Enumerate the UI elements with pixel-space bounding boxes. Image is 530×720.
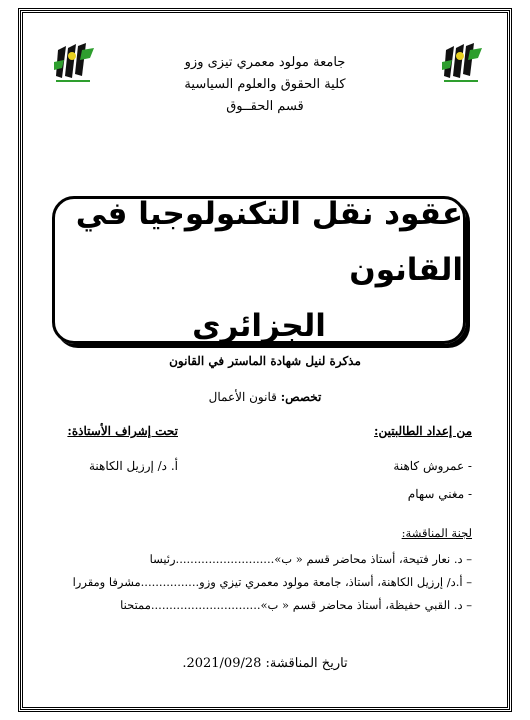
department-name: قسم الحقــوق [226,99,304,114]
specialty [0,390,530,404]
supervisor-section [38,424,178,480]
committee-member: – أ.د/ إرزيل الكاهنة، أستاذ، جامعة مولود معمري تيزي وزو................مشرفا ومقررا [72,575,472,589]
students-heading: من إعداد الطالبتين: [374,424,472,438]
defense-date: تاريخ المناقشة: 2021/09/28. [182,656,348,671]
committee-heading: لجنة المناقشة: [401,526,472,540]
specialty-label: تخصص: [280,390,322,404]
thesis-title-line-1: عقود نقل التكنولوجيا في القانون [75,196,463,288]
degree-subtitle: مذكرة لنيل شهادة الماستر في القانون [169,354,361,368]
student-name: - عمروش كاهنة [393,459,472,473]
faculty-name: كلية الحقوق والعلوم السياسية [184,77,346,92]
students-section [272,424,472,508]
institution-header [0,52,530,118]
committee-member: – د. القبي حفيظة، أستاذ محاضر قسم « ب»..............................ممتحنا [120,598,472,612]
university-name: جامعة مولود معمري تيزى وزو [184,55,346,70]
supervisor-heading: تحت إشراف الأستاذة: [67,424,178,438]
committee-member: – د. نعار فتيحة، أستاذ محاضر قسم « ب»...........................رئيسا [149,552,472,566]
committee-section [52,526,472,617]
thesis-title-box [52,196,466,344]
supervisor-name: أ. د/ إرزيل الكاهنة [89,459,178,473]
specialty-value: قانون الأعمال [208,390,277,404]
student-name: - مغني سهام [407,487,472,501]
thesis-title-line-2: الجزائري [192,308,326,344]
